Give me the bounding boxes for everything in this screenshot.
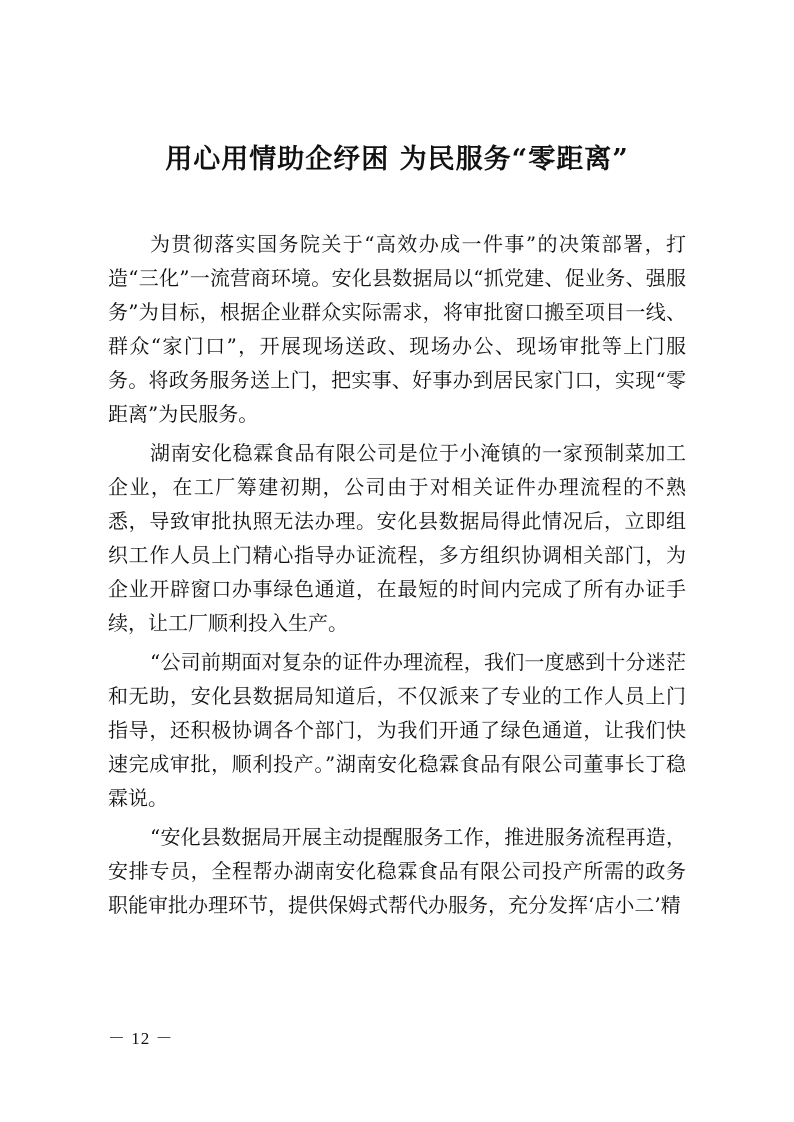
paragraph-2: 湖南安化稳霖食品有限公司是位于小淹镇的一家预制菜加工企业，在工厂筹建初期，公司由于对相关证件办理流程的不熟悉，导致审批执照无法办理。安化县数据局得此情况后，立即组织工作人员上门精心指导办证流程，多方组织协调相关部门，为企业开辟窗口办事绿色通道，在最短的时间内完成了所有办证手续，让工厂顺利投入生产。	[108, 441, 686, 635]
paragraph-1: 为贯彻落实国务院关于“高效办成一件事”的决策部署，打造“三化”一流营商环境。安化县数据局以“抓党建、促业务、强服务”为目标，根据企业群众实际需求，将审批窗口搬至项目一线、群众“家门口”，开展现场送政、现场办公、现场审批等上门服务。将政务服务送上门，把实事、好事办到居民家门口，实现“零距离”为民服务。	[108, 232, 686, 426]
page-title: 用心用情助企纾困 为民服务“零距离”	[165, 144, 629, 175]
paragraph-3: “公司前期面对复杂的证件办理流程，我们一度感到十分迷茫和无助，安化县数据局知道后，不仅派来了专业的工作人员上门指导，还积极协调各个部门，为我们开通了绿色通道，让我们快速完成审批，顺利投产。”湖南安化稳霖食品有限公司董事长丁稳霖说。	[108, 650, 686, 810]
page-number: － 12 －	[108, 1029, 174, 1048]
article-body	[108, 227, 686, 927]
paragraph-4: “安化县数据局开展主动提醒服务工作，推进服务流程再造，安排专员，全程帮办湖南安化稳霖食品有限公司投产所需的政务职能审批办理环节，提供保姆式帮代办服务，充分发挥‘店小二’精	[108, 825, 686, 917]
